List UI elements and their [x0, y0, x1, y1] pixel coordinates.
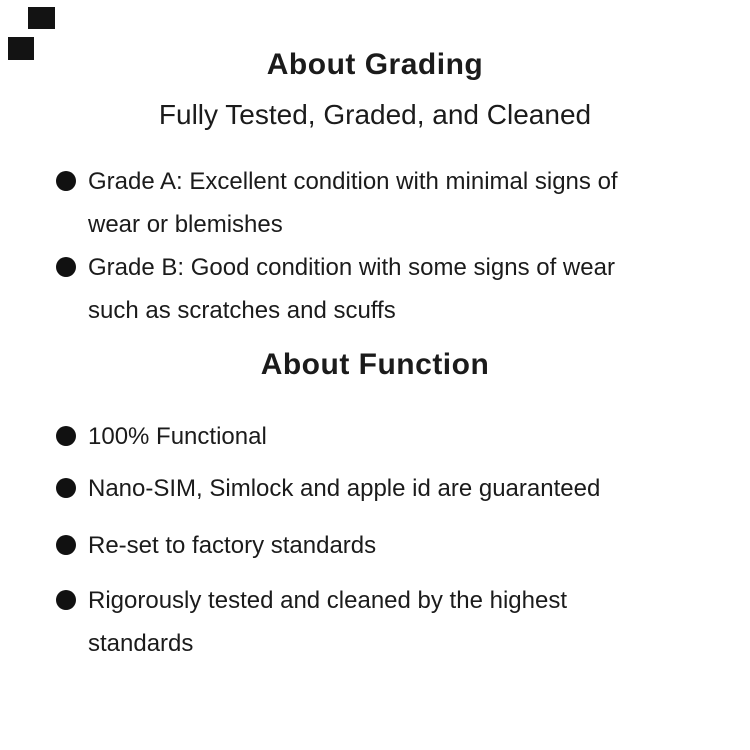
- list-item-grade-a: [56, 160, 676, 246]
- list-item-text: Rigorously tested and cleaned by the highest standards: [88, 587, 567, 657]
- function-section-title: About Function: [260, 348, 490, 381]
- list-item-text: Re-set to factory standards: [88, 532, 377, 559]
- bullet-icon: [56, 257, 76, 277]
- grading-section-subtitle: Fully Tested, Graded, and Cleaned: [158, 99, 592, 130]
- list-item-functional: [56, 415, 676, 458]
- bullet-icon: [56, 535, 76, 555]
- list-item-grade-b: [56, 246, 676, 332]
- list-item-text: Nano-SIM, Simlock and apple id are guaranteed: [88, 475, 601, 502]
- list-item-tested-cleaned: [56, 579, 676, 665]
- list-item-factory-reset: [56, 524, 676, 567]
- bullet-icon: [56, 171, 76, 191]
- list-item-text: 100% Functional: [88, 423, 267, 450]
- bullet-icon: [56, 478, 76, 498]
- list-item-simlock: [56, 467, 676, 510]
- grading-section-title: About Grading: [266, 48, 484, 81]
- list-item-text: Grade B: Good condition with some signs of wear such as scratches and scuffs: [88, 254, 615, 324]
- decor-square-icon: [28, 7, 55, 29]
- bullet-icon: [56, 426, 76, 446]
- list-item-text: Grade A: Excellent condition with minimal signs of wear or blemishes: [88, 168, 618, 238]
- bullet-icon: [56, 590, 76, 610]
